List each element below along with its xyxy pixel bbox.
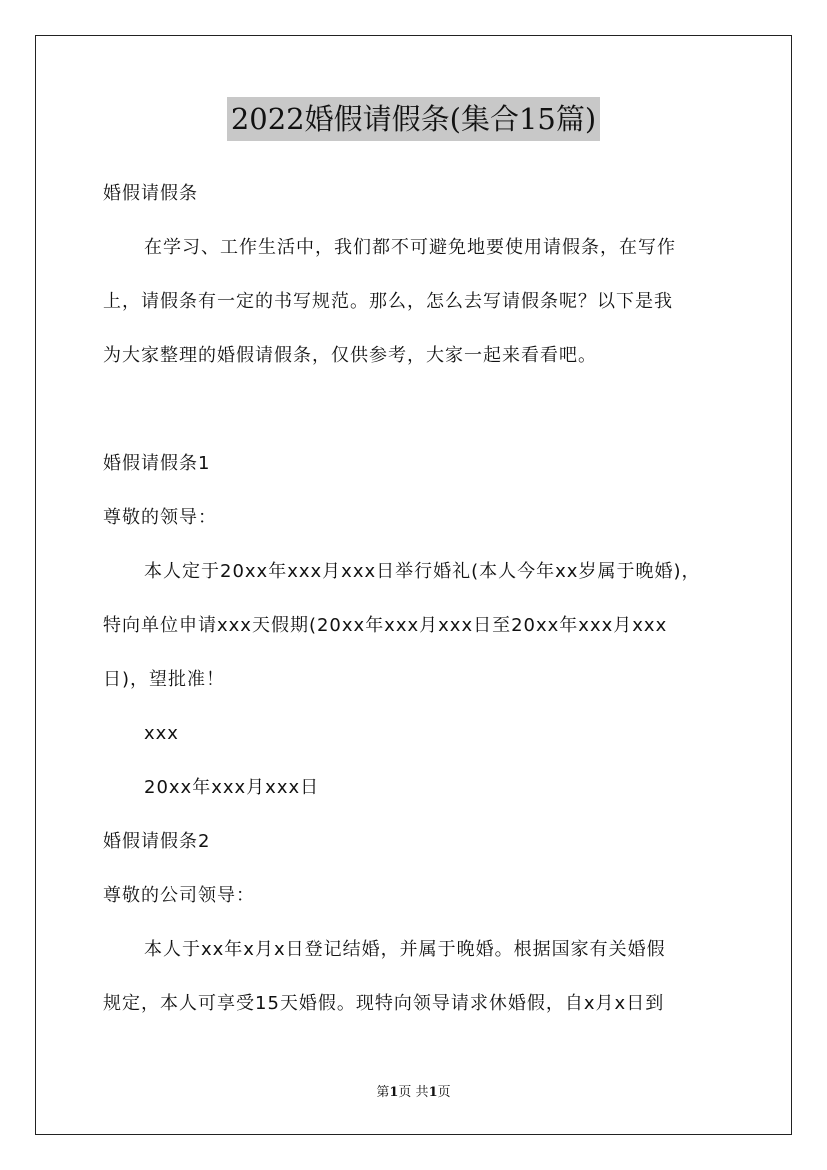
- section-1-paragraph-line-1: 本人定于20xx年xxx月xxx日举行婚礼(本人今年xx岁属于晚婚)，: [144, 561, 701, 582]
- section-1-salutation: 尊敬的领导：: [103, 507, 217, 528]
- footer-suffix: 页: [437, 1085, 451, 1100]
- intro-paragraph-line-1: 在学习、工作生活中，我们都不可避免地要使用请假条，在写作: [144, 237, 676, 258]
- section-2-paragraph-line-2: 规定，本人可享受15天婚假。现特向领导请求休婚假，自x月x日到: [103, 993, 665, 1014]
- footer-page-number: 1: [389, 1085, 399, 1100]
- document-title: 2022婚假请假条(集合15篇): [227, 97, 600, 141]
- section-1-signature: xxx: [144, 723, 179, 744]
- footer-total-pages: 1: [428, 1085, 438, 1100]
- intro-paragraph-line-3: 为大家整理的婚假请假条，仅供参考，大家一起来看看吧。: [103, 345, 597, 366]
- section-1-paragraph-line-3: 日)，望批准！: [103, 669, 226, 690]
- section-1-date: 20xx年xxx月xxx日: [144, 777, 320, 798]
- page-footer: [0, 1084, 827, 1102]
- footer-mid: 页 共: [398, 1085, 429, 1100]
- intro-paragraph-line-2: 上，请假条有一定的书写规范。那么，怎么去写请假条呢？以下是我: [103, 291, 673, 312]
- footer-prefix: 第: [376, 1085, 390, 1100]
- section-2-heading: 婚假请假条2: [103, 831, 211, 852]
- title-container: [0, 97, 827, 141]
- section-2-salutation: 尊敬的公司领导：: [103, 885, 255, 906]
- section-1-paragraph-line-2: 特向单位申请xxx天假期(20xx年xxx月xxx日至20xx年xxx月xxx: [103, 615, 668, 636]
- section-1-heading: 婚假请假条1: [103, 453, 211, 474]
- section-2-paragraph-line-1: 本人于xx年x月x日登记结婚，并属于晚婚。根据国家有关婚假: [144, 939, 666, 960]
- intro-heading: 婚假请假条: [103, 183, 198, 204]
